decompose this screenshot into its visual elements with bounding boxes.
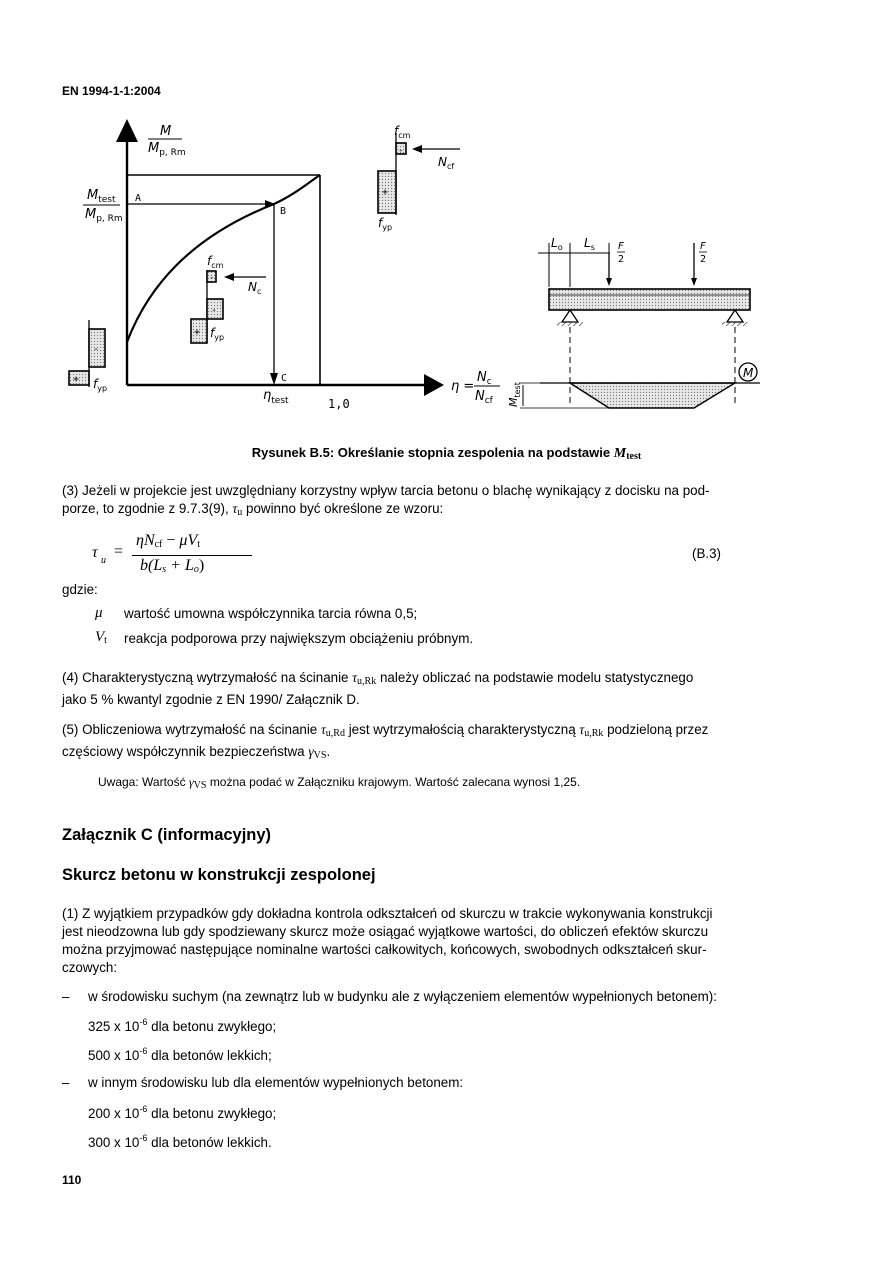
svg-text:fcm: $f_{cm}$ (207, 254, 224, 270)
list-item-dry: w środowisku suchym (na zewnątrz lub w budynku ale z wyłączeniem elementów wypełnionych betonem): (88, 989, 717, 1004)
svg-text:Lo: $L_o$ (551, 236, 563, 252)
svg-text:Mp, Rm (148, 141, 186, 158)
svg-text:fyp: $f_{yp}$ (210, 326, 225, 342)
eta-test: η (263, 388, 272, 403)
svg-text:2: 2 (618, 254, 625, 265)
paragraph-4: (4) Charakterystyczną wytrzymałość na ścinanie $\tau_{u,Rk}$ należy obliczać na podstawie modelu statystycznego jako 5 % kwantyl zgodnie z EN 1990/ Załącznik D. (62, 670, 694, 707)
svg-text:fyp: $f_{yp}$ (378, 216, 393, 232)
eta-test-sub: test (271, 396, 289, 406)
svg-text:-: - (209, 273, 215, 283)
y-axis-den-sub: p, Rm (159, 148, 186, 158)
annex-title: Załącznik C (informacyjny) (62, 826, 272, 844)
equation-number: (B.3) (692, 546, 722, 561)
svg-text:Ncf: $N_{cf}$ (438, 155, 455, 171)
svg-text:fcm: $f_{cm}$ (394, 124, 411, 140)
svg-text:-: - (398, 146, 404, 156)
x-tick-one: 1,0 (328, 397, 350, 411)
mtest-den: M (85, 207, 97, 222)
stress-block-top (378, 124, 460, 232)
svg-text:fyp: $f_{yp}$ (93, 377, 108, 393)
svg-text:F: F (618, 241, 624, 252)
svg-text:Ls: $L_s$ (584, 236, 595, 252)
svg-text:+: + (194, 327, 201, 338)
list-dash: – (62, 989, 70, 1004)
point-a-label: A (135, 193, 142, 204)
y-axis-num: M (160, 124, 172, 139)
mtest-num-sub: test (98, 195, 116, 205)
gdzie-label: gdzie: (62, 582, 98, 597)
mtest-den-sub: p, Rm (96, 214, 123, 224)
svg-text:Nc (477, 370, 492, 387)
figure-caption: Rysunek B.5: Określanie stopnia zespolenia na podstawie $M_{test}$ (251, 445, 642, 462)
eta-lhs: η = (451, 379, 475, 394)
page-number: 110 (62, 1173, 82, 1187)
list-value: 500 x $10^{-6}$ dla betonów lekkich; (88, 1046, 272, 1063)
def-text-vt: reakcja podporowa przy największym obciążeniu próbnym. (124, 631, 474, 646)
svg-text:Mp, Rm (85, 207, 123, 224)
list-value: 200 x $10^{-6}$ dla betonu zwykłego; (88, 1104, 277, 1121)
list-value: 300 x $10^{-6}$ dla betonów lekkich. (88, 1133, 272, 1150)
paragraph-5: (5) Obliczeniowa wytrzymałość na ścinanie $\tau_{u,Rd}$ jest wytrzymałością charakterystyczną $\tau_{u,Rk}$ podzieloną przez częściowy współczynnik bezpieczeństwa $\gamma_{VS}$. (62, 722, 709, 761)
eta-den: N (475, 389, 485, 404)
stress-block-left (69, 320, 107, 393)
formula-b3: τ u = $\eta N_{cf} - \mu V_t$ b(Ls + Lo) (92, 532, 292, 582)
section-title: Skurcz betonu w konstrukcji zespolonej (62, 866, 376, 884)
svg-text:-: - (93, 344, 100, 355)
figure-b5 (60, 115, 780, 425)
list-dash: – (62, 1075, 70, 1090)
def-symbol-mu: μ (95, 605, 103, 621)
svg-text:-: - (211, 305, 218, 316)
def-symbol-vt: $V_t$ (95, 629, 107, 646)
svg-text:Mtest: $M_{test}$ (507, 382, 522, 407)
svg-text:Ncf (475, 389, 494, 406)
svg-text:Nc: $N_c$ (248, 280, 262, 296)
def-text-mu: wartość umowna współczynnika tarcia równa 0,5; (124, 606, 418, 621)
eta-den-sub: cf (484, 396, 493, 406)
point-c-label: C (281, 373, 288, 384)
svg-text:M: M (743, 366, 754, 380)
svg-text:ηtest (263, 388, 289, 406)
chart-axes (116, 119, 444, 396)
svg-text:+: + (73, 374, 80, 385)
list-item-other: w innym środowisku lub dla elementów wypełnionych betonem: (88, 1075, 464, 1090)
svg-text:Mtest (87, 188, 116, 205)
point-b-label: B (280, 206, 287, 217)
list-value: 325 x $10^{-6}$ dla betonu zwykłego; (88, 1017, 277, 1034)
eta-num-sub: c (486, 377, 492, 387)
stress-block-middle (191, 254, 266, 343)
mtest-num: M (87, 188, 99, 203)
eta-num: N (477, 370, 487, 385)
paragraph-c1: (1) Z wyjątkiem przypadków gdy dokładna kontrola odkształceń od skurczu w trakcie wykonywania konstrukcji jest nieodzowna lub gdy spodziewany skurcz może osiągać wyjątkowe wartości, do obliczeń efektów skurczu można przyjmować następujące nominalne wartości całkowitych, końcowych, swobodnych odkształceń skur- czowych: (62, 906, 713, 975)
beam-test-setup (507, 236, 760, 408)
note: Uwaga: Wartość $\gamma_{VS}$ można podać w Załączniku krajowym. Wartość zalecana wynosi 1,25. (98, 775, 581, 791)
svg-text:+: + (382, 187, 389, 198)
y-axis-den: M (148, 141, 160, 156)
paragraph-3: (3) Jeżeli w projekcie jest uwzględniany korzystny wpływ tarcia betonu o blachę wynikający z docisku na pod- porze, to zgodnie z 9.7.3(9), $\tau_u$ powinno być określone ze wzoru: (62, 483, 710, 518)
svg-text:F: F (700, 241, 706, 252)
document-header: EN 1994-1-1:2004 (62, 84, 161, 98)
svg-text:2: 2 (700, 254, 707, 265)
